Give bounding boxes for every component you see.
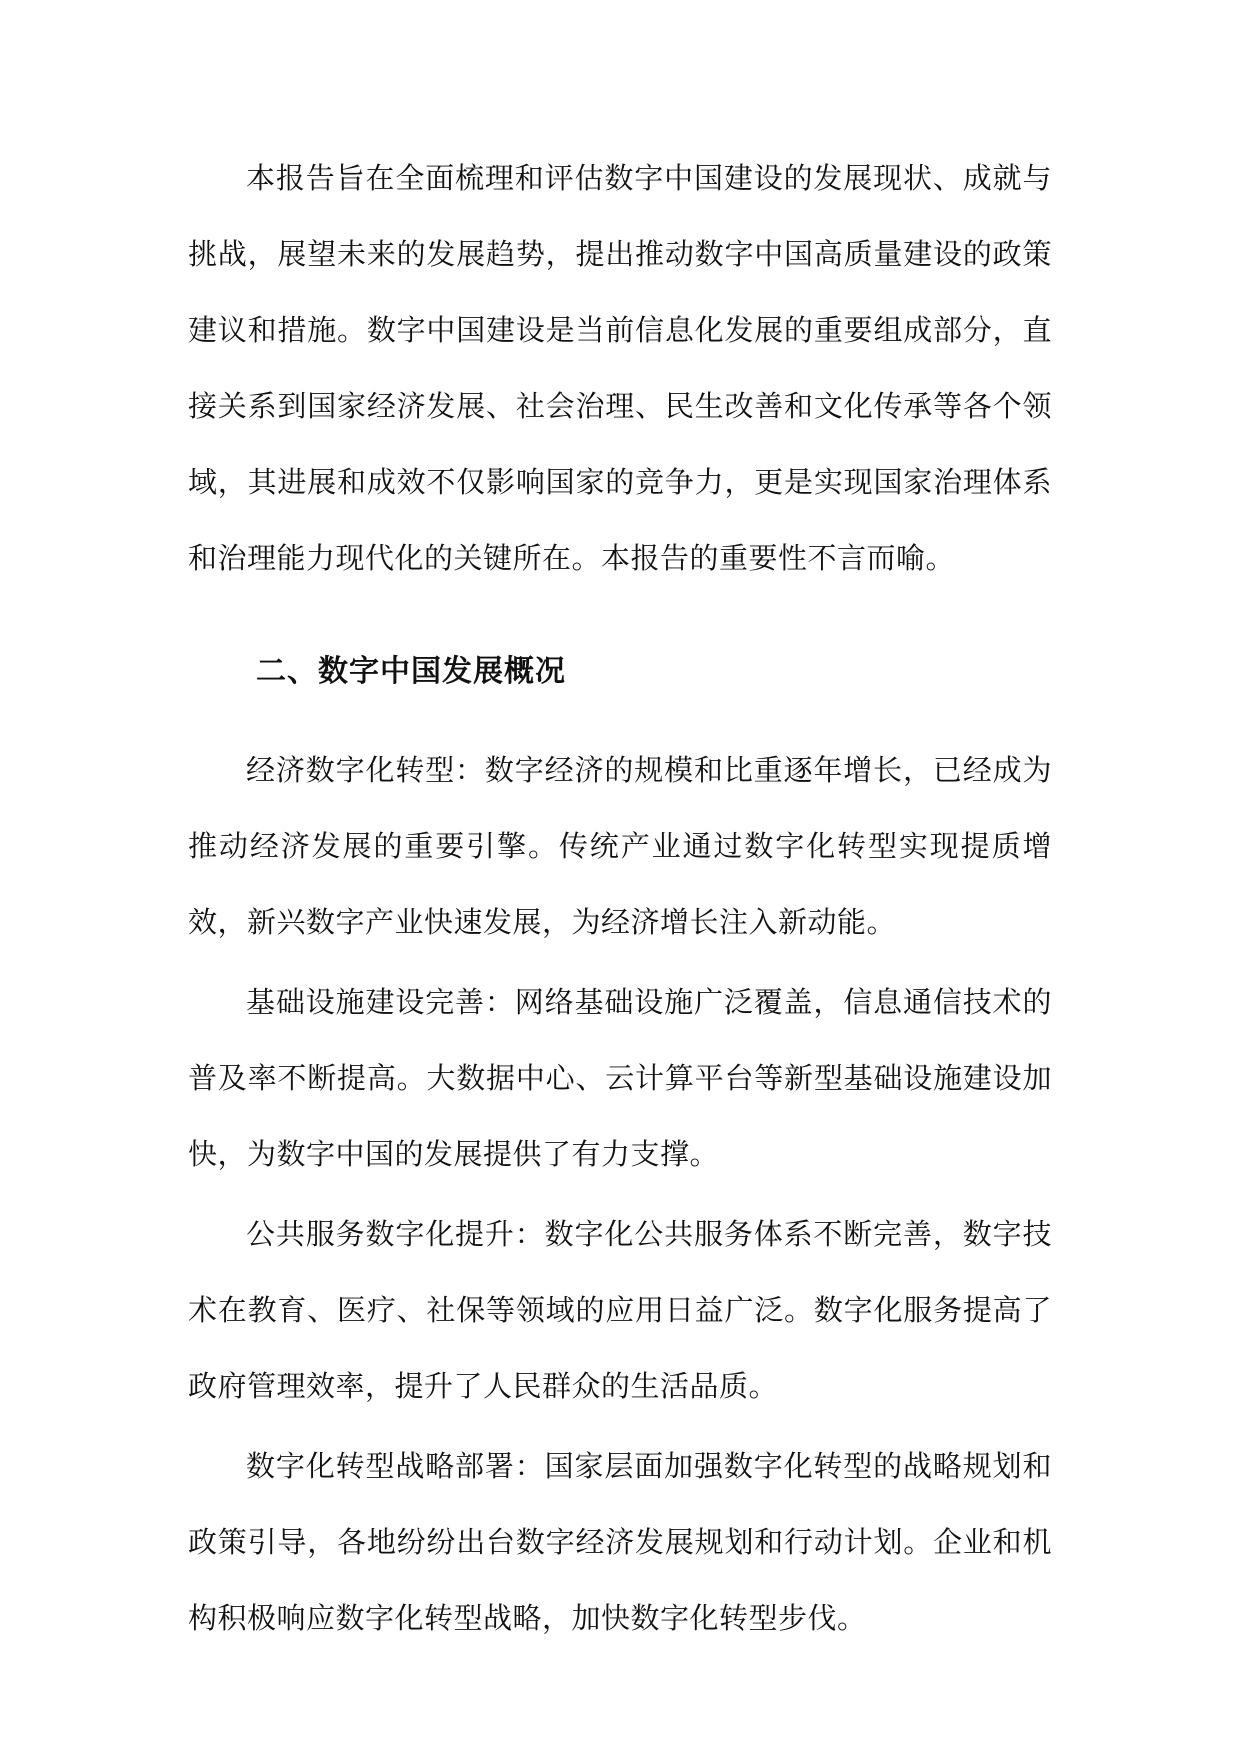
intro-paragraph: 本报告旨在全面梳理和评估数字中国建设的发展现状、成就与挑战，展望未来的发展趋势，提出推动数字中国高质量建设的政策建议和措施。数字中国建设是当前信息化发展的重要组成部分，直接关系到国家经济发展、社会治理、民生改善和文化传承等各个领域，其进展和成效不仅影响国家的竞争力，更是实现国家治理体系和治理能力现代化的关键所在。本报告的重要性不言而喻。 — [188, 161, 1052, 575]
section-heading: 二、数字中国发展概况 — [256, 654, 566, 689]
document-page — [188, 140, 1052, 1656]
paragraph-strategy: 数字化转型战略部署：国家层面加强数字化转型的战略规划和政策引导，各地纷纷出台数字经济发展规划和行动计划。企业和机构积极响应数字化转型战略，加快数字化转型步伐。 — [188, 1449, 1052, 1635]
paragraph-public-services: 公共服务数字化提升：数字化公共服务体系不断完善，数字技术在教育、医疗、社保等领域的应用日益广泛。数字化服务提高了政府管理效率，提升了人民群众的生活品质。 — [188, 1217, 1052, 1403]
paragraph-economic-digitalization: 经济数字化转型：数字经济的规模和比重逐年增长，已经成为推动经济发展的重要引擎。传统产业通过数字化转型实现提质增效，新兴数字产业快速发展，为经济增长注入新动能。 — [188, 753, 1052, 939]
paragraph-infrastructure: 基础设施建设完善：网络基础设施广泛覆盖，信息通信技术的普及率不断提高。大数据中心、云计算平台等新型基础设施建设加快，为数字中国的发展提供了有力支撑。 — [188, 985, 1052, 1171]
